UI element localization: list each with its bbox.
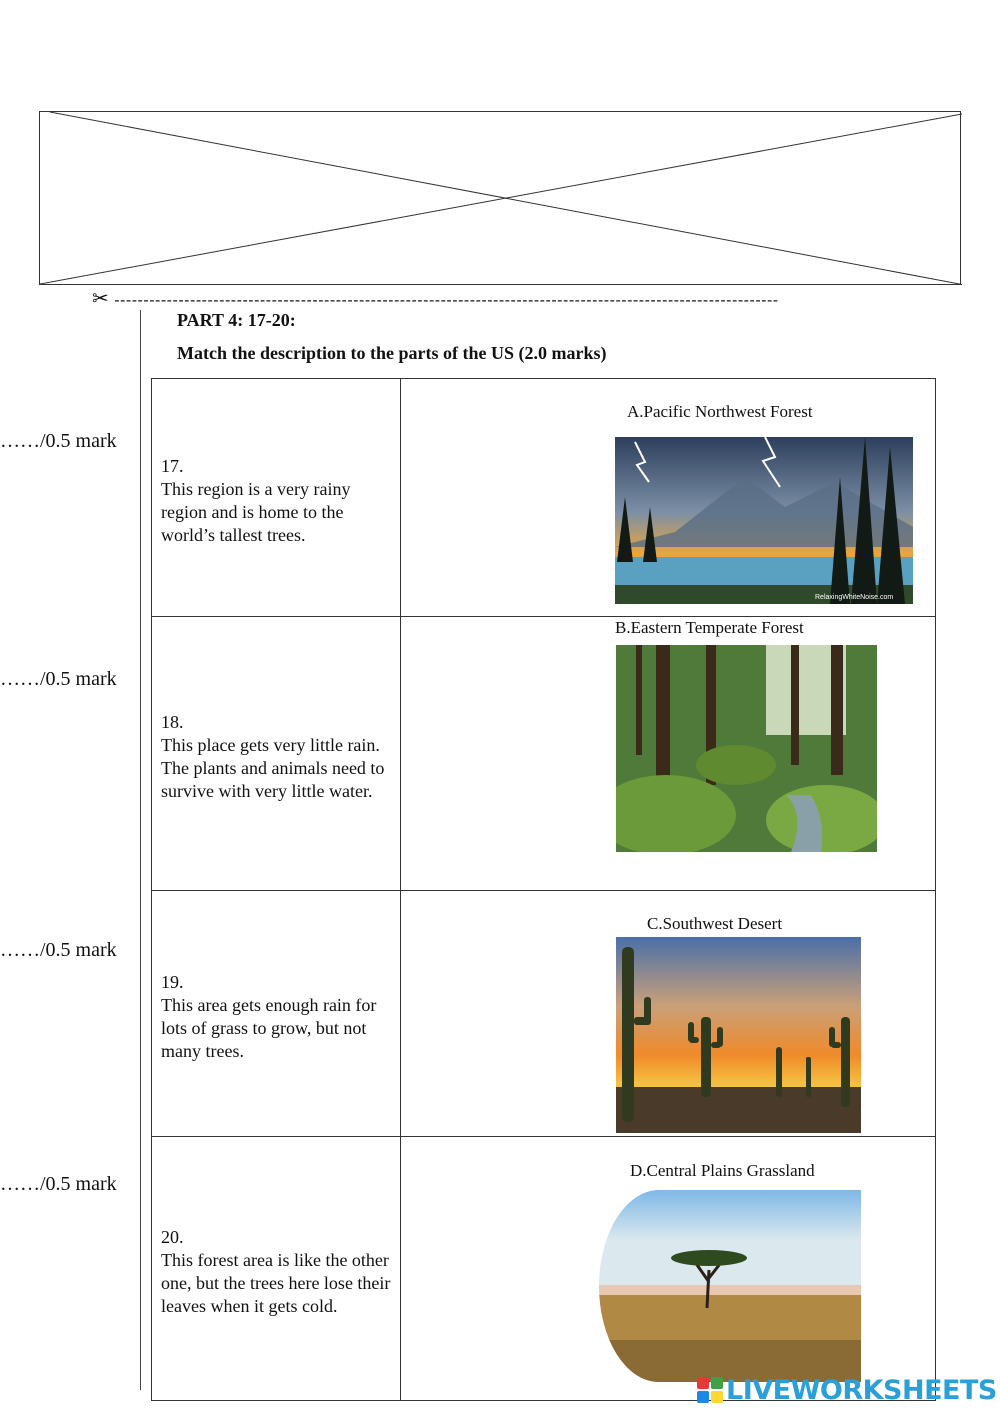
scissors-icon: ✂	[92, 288, 110, 310]
question-text: This forest area is like the other one, but the trees here lose their leaves when it gets cold.	[161, 1249, 391, 1316]
option-b-label: B.Eastern Temperate Forest	[615, 618, 804, 637]
cut-line	[92, 286, 779, 311]
table-row	[152, 891, 936, 1137]
question-number: 20.	[161, 1226, 184, 1247]
part-title: PART 4: 17-20:	[177, 310, 296, 330]
question-text: This area gets enough rain for lots of grass to grow, but not many trees.	[161, 994, 377, 1061]
pacific-forest-image	[615, 437, 913, 604]
question-20[interactable]	[152, 1137, 401, 1401]
score-mark-17[interactable]: ……/0.5 mark	[0, 430, 117, 452]
option-d-label: D.Central Plains Grassland	[630, 1161, 815, 1180]
brand-name: LIVEWORKSHEETS	[726, 1374, 997, 1406]
watermark-text: RelaxingWhiteNoise.com	[815, 594, 894, 601]
placeholder-cross	[40, 112, 962, 286]
question-number: 17.	[161, 455, 184, 476]
option-a-label: A.Pacific Northwest Forest	[627, 402, 813, 421]
question-19[interactable]	[152, 891, 401, 1137]
question-number: 19.	[161, 971, 184, 992]
option-c-label: C.Southwest Desert	[647, 914, 783, 933]
margin-divider	[140, 310, 141, 1390]
image-placeholder-box	[39, 111, 961, 285]
table-row	[152, 379, 936, 617]
liveworksheets-brand[interactable]	[697, 1372, 997, 1408]
dashed-cut-line: ------------------------------------------------------------------------------------------------------------------	[114, 292, 779, 309]
table-row	[152, 1137, 936, 1401]
question-text: This region is a very rainy region and is home to the world’s tallest trees.	[161, 478, 351, 545]
question-17[interactable]	[152, 379, 401, 617]
option-c-cell[interactable]	[401, 891, 936, 1137]
question-text: This place gets very little rain. The plants and animals need to survive with very little water.	[161, 734, 385, 801]
eastern-forest-image	[616, 645, 877, 852]
option-a-cell[interactable]	[401, 379, 936, 617]
matching-table	[151, 378, 936, 1401]
score-mark-20[interactable]: ……/0.5 mark	[0, 1173, 117, 1195]
score-mark-18[interactable]: ……/0.5 mark	[0, 668, 117, 690]
question-number: 18.	[161, 711, 184, 732]
question-18[interactable]	[152, 617, 401, 891]
option-b-cell[interactable]	[401, 617, 936, 891]
central-grassland-image	[599, 1190, 861, 1382]
score-mark-19[interactable]: ……/0.5 mark	[0, 939, 117, 961]
option-d-cell[interactable]	[401, 1137, 936, 1401]
southwest-desert-image	[616, 937, 861, 1133]
table-row	[152, 617, 936, 891]
liveworksheets-logo-icon	[697, 1377, 723, 1403]
instruction-text: Match the description to the parts of the US (2.0 marks)	[177, 343, 607, 363]
